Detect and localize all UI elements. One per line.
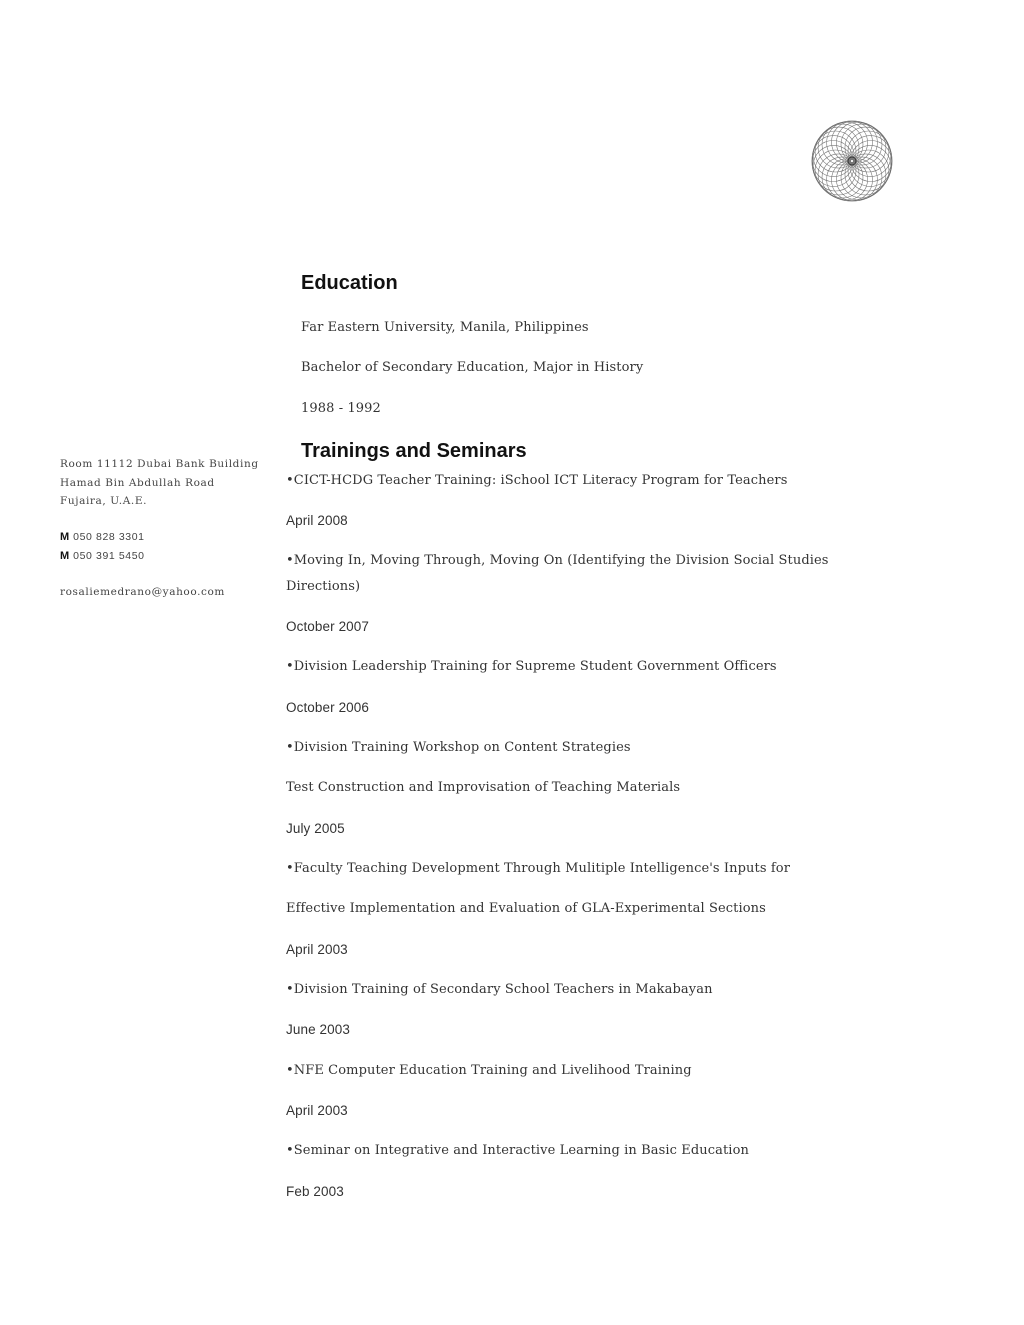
education-school: Far Eastern University, Manila, Philippines xyxy=(301,320,589,335)
address-line-3: Fujaira, U.A.E. xyxy=(60,495,148,507)
training-item: •Seminar on Integrative and Interactive Learning in Basic Education xyxy=(286,1143,749,1158)
email-link[interactable]: rosaliemedrano@yahoo.com xyxy=(60,586,225,598)
phone-number: 050 828 3301 xyxy=(73,531,145,543)
training-item: •Division Training Workshop on Content Strategies xyxy=(286,740,631,755)
phone-line-2 xyxy=(60,550,145,562)
training-item: •Faculty Teaching Development Through Mulitiple Intelligence's Inputs for xyxy=(286,861,791,876)
phone-prefix: M xyxy=(60,531,70,543)
training-date: October 2007 xyxy=(286,619,370,634)
training-item: •Division Training of Secondary School Teachers in Makabayan xyxy=(286,982,713,997)
training-item: •Moving In, Moving Through, Moving On (Identifying the Division Social Studies xyxy=(286,553,829,568)
training-item: Directions) xyxy=(286,579,361,594)
education-years: 1988 - 1992 xyxy=(301,401,381,416)
training-date: October 2006 xyxy=(286,700,370,715)
address-line-2: Hamad Bin Abdullah Road xyxy=(60,477,215,489)
training-date: June 2003 xyxy=(286,1022,350,1037)
training-item: Effective Implementation and Evaluation of GLA-Experimental Sections xyxy=(286,901,766,916)
training-date: April 2003 xyxy=(286,1103,348,1118)
training-item: •CICT-HCDG Teacher Training: iSchool ICT Literacy Program for Teachers xyxy=(286,473,788,488)
training-date: Feb 2003 xyxy=(286,1184,344,1199)
phone-number: 050 391 5450 xyxy=(73,550,145,562)
phone-line-1 xyxy=(60,531,145,543)
training-item: Test Construction and Improvisation of Teaching Materials xyxy=(286,780,681,795)
training-date: April 2008 xyxy=(286,513,348,528)
training-item: •Division Leadership Training for Supreme Student Government Officers xyxy=(286,659,777,674)
spirograph-logo-icon xyxy=(811,120,893,202)
address-line-1: Room 11112 Dubai Bank Building xyxy=(60,458,259,470)
training-date: April 2003 xyxy=(286,942,348,957)
education-degree: Bachelor of Secondary Education, Major in History xyxy=(301,360,644,375)
phone-prefix: M xyxy=(60,550,70,562)
training-item: •NFE Computer Education Training and Livelihood Training xyxy=(286,1063,692,1078)
education-heading: Education xyxy=(301,272,398,294)
trainings-heading: Trainings and Seminars xyxy=(301,440,527,462)
training-date: July 2005 xyxy=(286,821,345,836)
